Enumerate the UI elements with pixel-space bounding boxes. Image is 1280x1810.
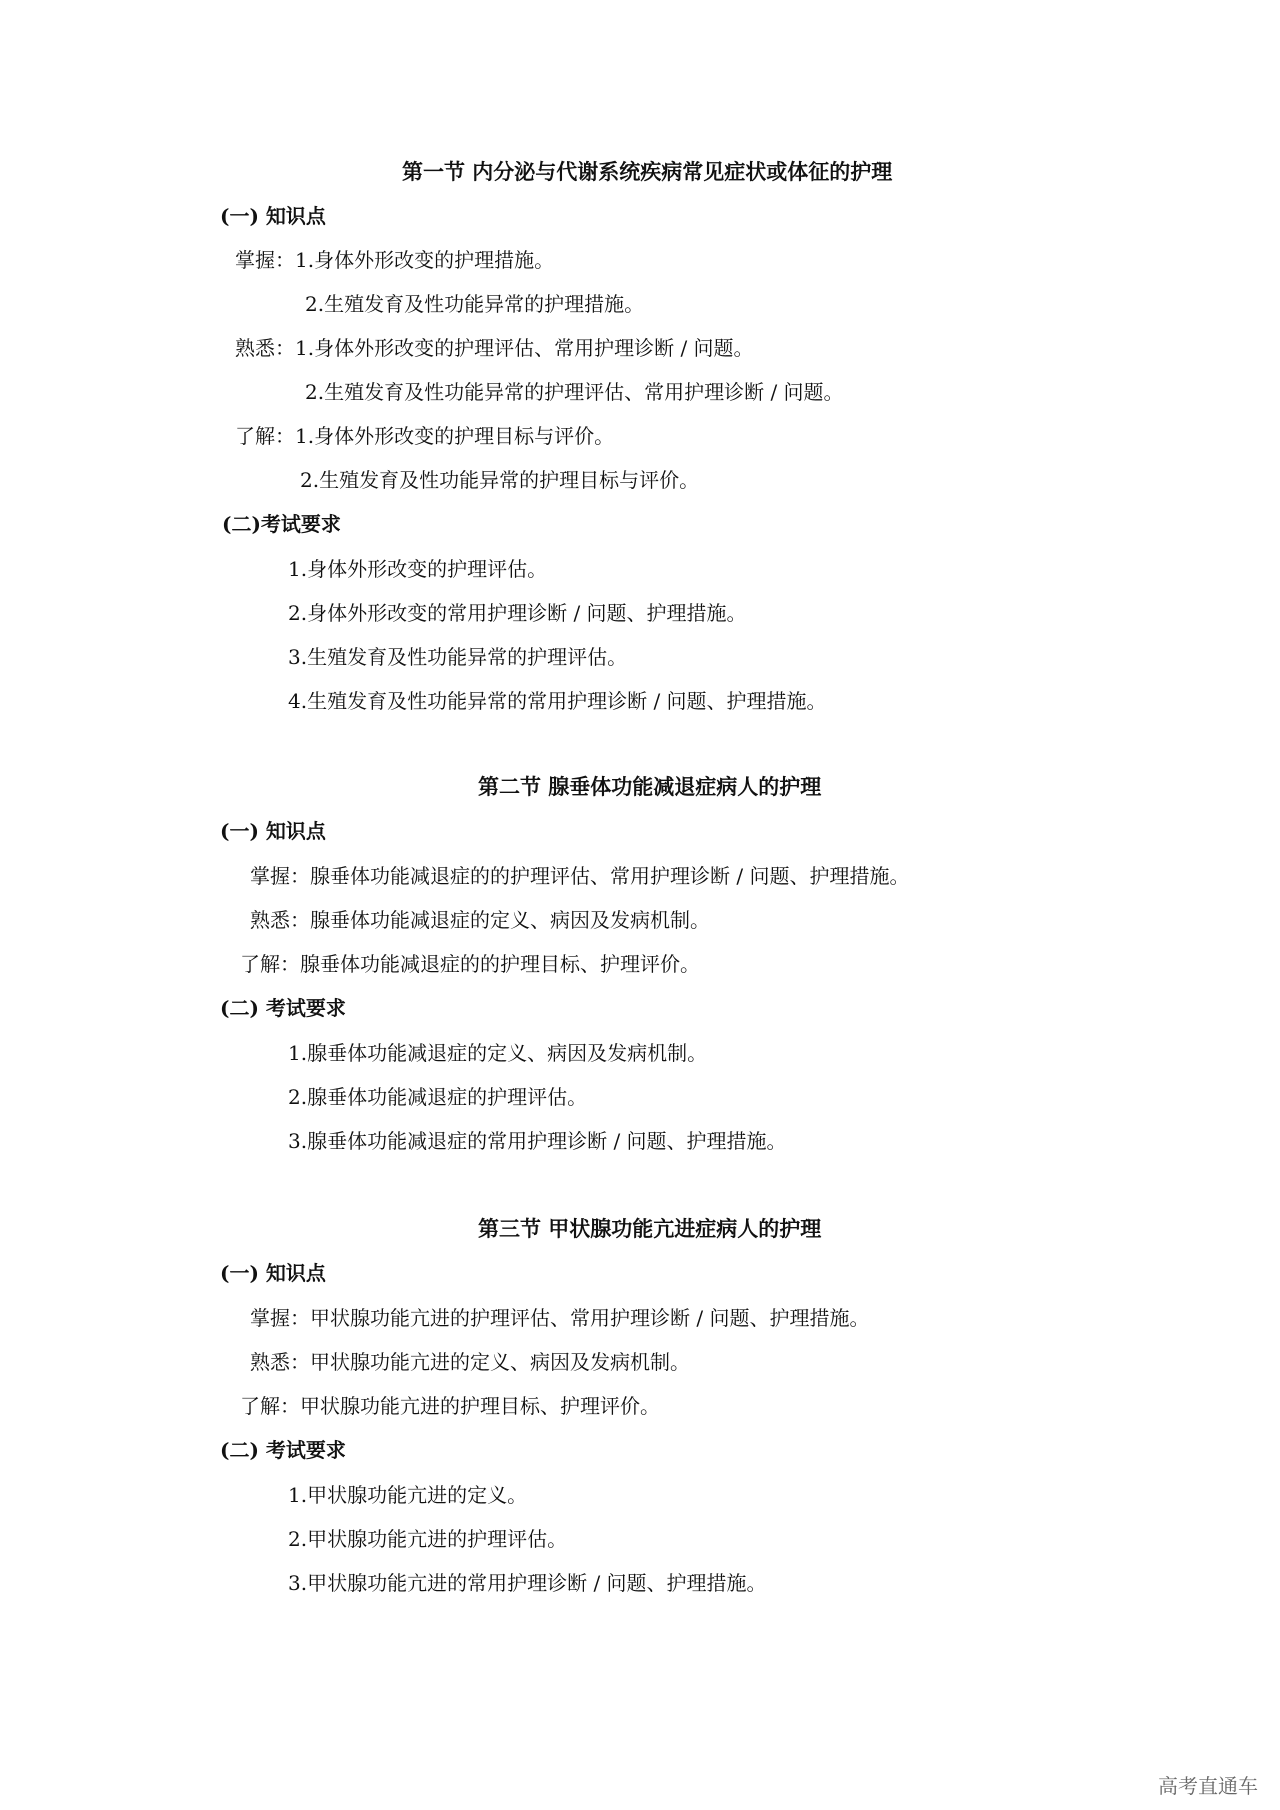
exam-item: 1.腺垂体功能减退症的定义、病因及发病机制。 xyxy=(288,1041,708,1065)
knowledge-line: 熟悉：腺垂体功能减退症的定义、病因及发病机制。 xyxy=(250,908,710,932)
exam-item: 1.身体外形改变的护理评估。 xyxy=(288,557,548,581)
knowledge-line: 2.生殖发育及性功能异常的护理评估、常用护理诊断 / 问题。 xyxy=(305,380,844,404)
exam-heading: (二)考试要求 xyxy=(222,512,341,536)
exam-item: 2.身体外形改变的常用护理诊断 / 问题、护理措施。 xyxy=(288,601,747,625)
knowledge-line: 2.生殖发育及性功能异常的护理措施。 xyxy=(305,292,645,316)
knowledge-line: 2.生殖发育及性功能异常的护理目标与评价。 xyxy=(300,468,700,492)
exam-item: 2.甲状腺功能亢进的护理评估。 xyxy=(288,1527,568,1551)
exam-heading: (二) 考试要求 xyxy=(220,1438,346,1462)
knowledge-line: 了解：1.身体外形改变的护理目标与评价。 xyxy=(235,424,615,448)
knowledge-line: 掌握：甲状腺功能亢进的护理评估、常用护理诊断 / 问题、护理措施。 xyxy=(250,1306,870,1330)
knowledge-line: 掌握：腺垂体功能减退症的的护理评估、常用护理诊断 / 问题、护理措施。 xyxy=(250,864,910,888)
exam-item: 1.甲状腺功能亢进的定义。 xyxy=(288,1483,528,1507)
knowledge-heading: (一) 知识点 xyxy=(220,204,326,228)
section-title: 第二节 腺垂体功能减退症病人的护理 xyxy=(478,774,822,799)
knowledge-line: 熟悉：1.身体外形改变的护理评估、常用护理诊断 / 问题。 xyxy=(235,336,754,360)
exam-item: 2.腺垂体功能减退症的护理评估。 xyxy=(288,1085,588,1109)
section-title: 第一节 内分泌与代谢系统疾病常见症状或体征的护理 xyxy=(402,159,893,184)
knowledge-line: 了解：腺垂体功能减退症的的护理目标、护理评价。 xyxy=(240,952,700,976)
knowledge-heading: (一) 知识点 xyxy=(220,1261,326,1285)
knowledge-line: 熟悉：甲状腺功能亢进的定义、病因及发病机制。 xyxy=(250,1350,690,1374)
exam-item: 3.生殖发育及性功能异常的护理评估。 xyxy=(288,645,628,669)
section-title: 第三节 甲状腺功能亢进症病人的护理 xyxy=(478,1216,822,1241)
knowledge-line: 掌握：1.身体外形改变的护理措施。 xyxy=(235,248,555,272)
exam-item: 3.甲状腺功能亢进的常用护理诊断 / 问题、护理措施。 xyxy=(288,1571,767,1595)
watermark: 高考直通车 xyxy=(1158,1774,1258,1798)
knowledge-line: 了解：甲状腺功能亢进的护理目标、护理评价。 xyxy=(240,1394,660,1418)
knowledge-heading: (一) 知识点 xyxy=(220,819,326,843)
exam-item: 4.生殖发育及性功能异常的常用护理诊断 / 问题、护理措施。 xyxy=(288,689,827,713)
exam-heading: (二) 考试要求 xyxy=(220,996,346,1020)
exam-item: 3.腺垂体功能减退症的常用护理诊断 / 问题、护理措施。 xyxy=(288,1129,787,1153)
